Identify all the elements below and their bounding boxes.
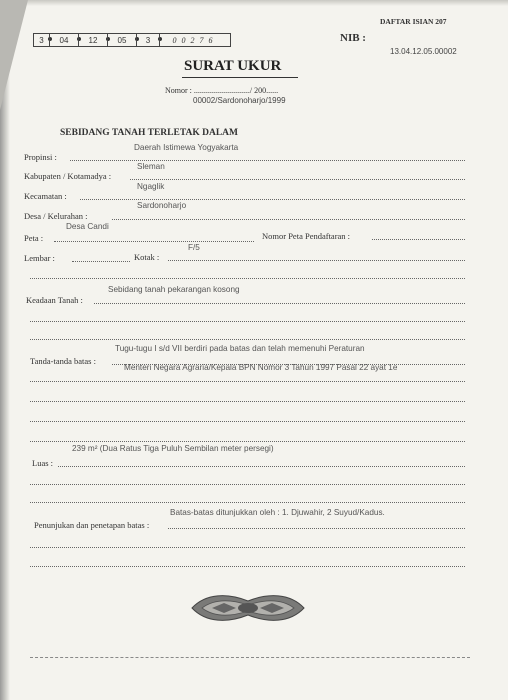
dotted-line: [30, 401, 465, 402]
folded-corner: [0, 0, 28, 110]
dotted-line: [112, 219, 465, 220]
village-value: Sardonoharjo: [137, 201, 187, 210]
dotted-line: [72, 261, 130, 262]
dotted-line: [30, 321, 465, 322]
boundary-designation-value: Batas-batas ditunjukkan oleh : 1. Djuwahir, 2 Suyud/Kadus.: [170, 508, 385, 517]
dotted-line: [94, 303, 465, 304]
sheet-label: Lembar :: [24, 253, 55, 263]
province-label: Propinsi :: [24, 152, 57, 162]
number-box: 04: [49, 33, 79, 47]
bottom-rule: [30, 657, 470, 658]
area-value: 239 m² (Dua Ratus Tiga Puluh Sembilan meter persegi): [72, 444, 274, 453]
title-underline: [182, 77, 298, 78]
dotted-line: [168, 528, 465, 529]
map-label: Peta :: [24, 233, 44, 243]
regency-label: Kabupaten / Kotamadya :: [24, 171, 112, 181]
boundary-designation-label: Penunjukan dan penetapan batas :: [34, 520, 150, 530]
dotted-line: [30, 441, 465, 442]
province-value: Daerah Istimewa Yogyakarta: [134, 143, 239, 152]
district-label: Kecamatan :: [24, 191, 67, 201]
number-box: 05: [107, 33, 137, 47]
dotted-line: [30, 547, 465, 548]
boundary-marks-line1: Tugu-tugu I s/d VII berdiri pada batas dan telah memenuhi Peraturan: [115, 344, 365, 353]
dotted-line: [30, 421, 465, 422]
dotted-line: [168, 260, 465, 261]
number-box: 3: [33, 33, 50, 47]
dotted-line: [30, 484, 465, 485]
area-label: Luas :: [32, 458, 54, 468]
land-condition-value: Sebidang tanah pekarangan kosong: [108, 285, 240, 294]
scan-shadow-top: [0, 0, 508, 6]
section-heading: SEBIDANG TANAH TERLETAK DALAM: [60, 128, 238, 138]
village-label: Desa / Kelurahan :: [24, 211, 88, 221]
dotted-line: [30, 502, 465, 503]
nib-label: NIB :: [340, 32, 366, 44]
dotted-line: [30, 278, 465, 279]
form-code: DAFTAR ISIAN 207: [380, 17, 447, 26]
number-boxes: [34, 33, 231, 47]
map-register-label: Nomor Peta Pendaftaran :: [262, 231, 351, 241]
land-condition-label: Keadaan Tanah :: [26, 295, 83, 305]
regency-value: Sleman: [137, 162, 165, 171]
district-value: Ngaglik: [137, 182, 165, 191]
box-value: F/5: [188, 243, 200, 252]
dotted-line: [372, 239, 465, 240]
dotted-line: [58, 466, 465, 467]
number-box: 12: [78, 33, 108, 47]
boundary-marks-line2: Menteri Negara Agraria/Kepala BPN Nomor 3 Tahun 1997 Pasal 22 ayat 1e: [124, 363, 398, 372]
map-value: Desa Candi: [66, 222, 109, 231]
dotted-line: [80, 199, 465, 200]
dotted-line: [130, 179, 465, 180]
number-box: 3: [136, 33, 160, 47]
nomor-label: Nomor : ............................/ 200......: [165, 86, 279, 95]
document-title: SURAT UKUR: [184, 58, 282, 74]
dotted-line: [30, 381, 465, 382]
number-box: 00276: [159, 33, 231, 47]
dotted-line: [30, 566, 465, 567]
nomor-value: 00002/Sardonoharjo/1999: [193, 96, 286, 105]
dotted-line: [54, 241, 254, 242]
decorative-ornament: [188, 591, 308, 625]
dotted-line: [70, 160, 465, 161]
box-label: Kotak :: [134, 252, 160, 262]
boundary-marks-label: Tanda-tanda batas :: [30, 356, 96, 366]
dotted-line: [30, 339, 465, 340]
nib-value: 13.04.12.05.00002: [390, 47, 457, 56]
